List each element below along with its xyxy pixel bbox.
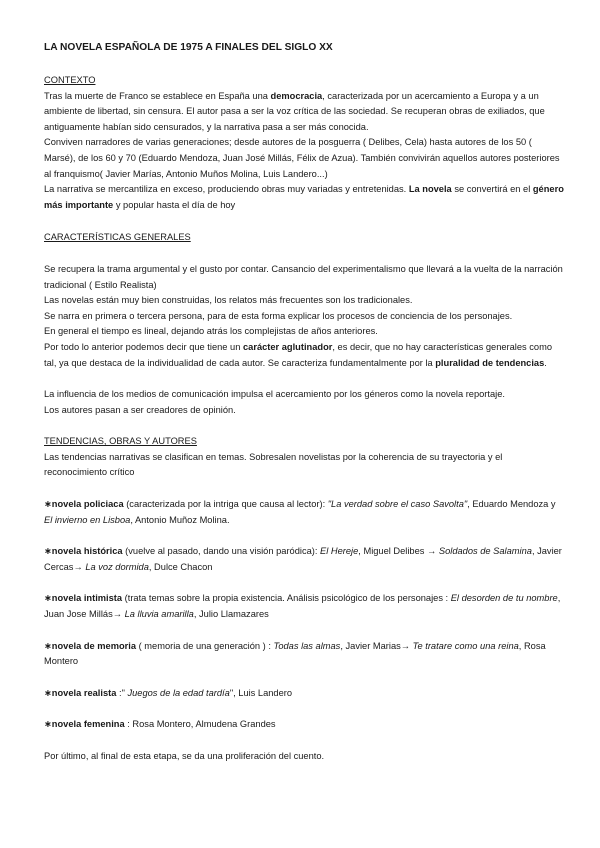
trend-label: novela de memoria [51,640,137,651]
bullet-star: ∗ [44,719,52,730]
caracteristicas-line-7: Los autores pasan a ser creadores de opinión. [44,404,236,415]
section-heading-tendencias: TENDENCIAS, OBRAS Y AUTORES [44,436,197,447]
text-run: , caracterizada por un acercamiento a Europa y a un ambiente de libertad, sin censura. El autor pasa a ser la voz crítica de las sociedad. Se recuperan obras de exiliados, que antiguamente habían sido censurados, y la narrativa pasa a ser más conocida. [44,90,545,132]
contexto-paragraph-1 [44,89,564,136]
bullet-star: ∗ [44,546,52,557]
bold-term: democracia [270,90,323,101]
text-run: ", Luis Landero [229,687,293,698]
caracteristicas-line-6: La influencia de los medios de comunicación impulsa el acercamiento por los géneros como la novela reportaje. [44,389,505,400]
text-run: (trata temas sobre la propia existencia. Análisis psicológico de los personajes : [122,593,451,604]
text-run: , Juan Jose Millás→ [44,593,561,620]
text-run: , Rosa Montero [44,640,546,667]
text-run: : Rosa Montero, Almudena Grandes [124,719,276,730]
bullet-star: ∗ [44,499,52,510]
text-run: ( memoria de una generación ) : [136,640,274,651]
bold-term: carácter aglutinador [242,341,333,352]
bullet-star: ∗ [44,593,52,604]
tendencias-intro: Las tendencias narrativas se clasifican en temas. Sobresalen novelistas por la coherencia de su trayectoria y el reconocimiento crítico [44,451,503,478]
text-run: se convertirá en el [451,184,533,195]
text-run: , Javier Cercas→ [44,546,562,572]
document-page [44,40,564,765]
work-title: "La verdad sobre el caso Savolta" [327,499,468,510]
text-run: , Javier Marias→ [340,640,413,651]
bold-term: género más importante [44,184,564,210]
work-title: Te tratare como una reina [412,640,519,651]
trend-label: novela policiaca [51,499,124,510]
work-title: Todas las almas [273,640,341,651]
text-run: (caracterizada por la intriga que causa al lector): [123,499,328,510]
trend-realista [44,686,564,702]
caracteristicas-line-5 [44,340,564,371]
trend-femenina [44,717,564,733]
section-heading-contexto: CONTEXTO [44,75,96,85]
work-title: El invierno en Lisboa [44,514,131,525]
work-title: Juegos de la edad tardía [124,687,230,698]
bullet-star: ∗ [44,640,52,651]
trend-policiaca [44,497,564,528]
text-run: y popular hasta el día de hoy [113,199,236,210]
text-run: , Miguel Delibes → [358,546,439,557]
caracteristicas-line-3: Se narra en primera o tercera persona, para de esta forma explicar los procesos de conciencia de los personajes. [44,310,513,321]
text-run: , Julio Llamazares [193,609,269,620]
text-run: :" [116,687,125,698]
caracteristicas-line-1: Se recupera la trama argumental y el gusto por contar. Cansancio del experimentalismo que llevará a la vuelta de la narración tradicional ( Estilo Realista) [44,263,563,290]
contexto-paragraph-2: Conviven narradores de varias generaciones; desde autores de la posguerra ( Delibes, Cela) hasta autores de los 50 ( Marsé), de los 60 y 70 (Eduardo Mendoza, Juan José Millás, Félix de Azua). También convivirán aquellos autores posteriores al franquismo( Javier Marías, Antonio Muños Molina, Luis Landero...) [44,137,560,179]
trend-label: novela femenina [51,719,125,730]
bold-term: pluralidad de tendencias [435,357,545,368]
trend-historica [44,544,564,575]
text-run: Tras la muerte de Franco se establece en España una [44,90,271,101]
bullet-star: ∗ [44,687,52,698]
page-title: LA NOVELA ESPAÑOLA DE 1975 A FINALES DEL SIGLO XX [44,42,333,53]
work-title: El desorden de tu nombre [450,593,558,604]
text-run: La narrativa se mercantiliza en exceso, produciendo obras muy variadas y entretenidas. [44,184,409,195]
trend-label: novela intimista [51,593,123,604]
text-run: . [544,357,547,368]
text-run: , Dulce Chacon [148,561,213,572]
caracteristicas-line-4: En general el tiempo es lineal, dejando atrás los complejistas de años anteriores. [44,326,378,337]
caracteristicas-line-2: Las novelas están muy bien construidas, los relatos más frecuentes son los tradicionales. [44,295,413,306]
text-run: Por todo lo anterior podemos decir que tiene un [44,341,243,352]
text-run: (vuelve al pasado, dando una visión paródica): [122,546,321,557]
text-run: , es decir, que no hay características generales como tal, ya que destaca de la individualidad de cada autor. Se caracteriza fundamentalmente por la [44,341,553,368]
trend-label: novela realista [51,687,117,698]
work-title: La lluvia amarilla [124,609,194,620]
section-heading-caracteristicas: CARACTERÍSTICAS GENERALES [44,232,191,243]
text-run: , Eduardo Mendoza y [467,499,556,510]
text-run: , Antonio Muñoz Molina. [130,514,230,525]
trend-label: novela histórica [51,546,123,557]
work-title: Soldados de Salamina [438,546,532,557]
trend-intimista [44,591,564,622]
bold-term: La novela [408,184,452,195]
closing-line: Por último, al final de esta etapa, se da una proliferación del cuento. [44,751,325,761]
contexto-paragraph-3 [44,182,564,213]
work-title: La voz dormida [85,561,149,572]
trend-memoria [44,639,564,670]
work-title: El Hereje [320,546,359,557]
